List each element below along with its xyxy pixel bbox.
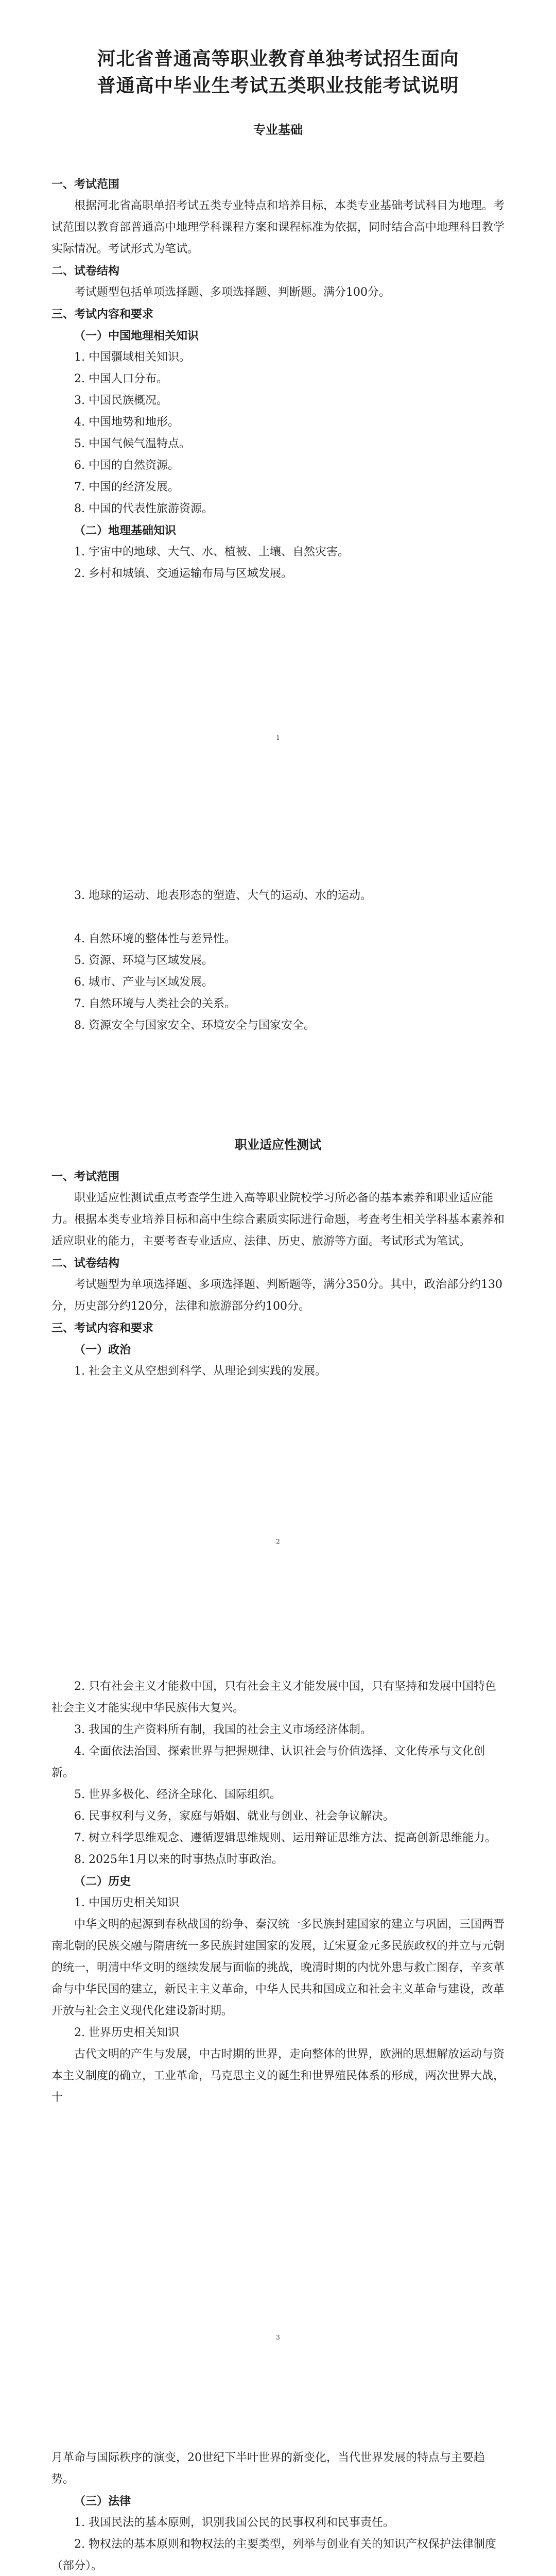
page-2-content [51, 885, 505, 1382]
page-4 [0, 2406, 556, 2576]
heading-paper-structure: 二、试卷结构 [51, 264, 120, 278]
paragraph-paper-structure: 考试题型包括单项选择题、多项选择题、判断题。满分100分。 [74, 286, 390, 299]
paragraph-exam-scope: 根据河北省高职单招考试五类专业特点和培养目标，本类专业基础考试科目为地理。考试范围以教育部普通高中地理学科课程方案和课程标准为依据，同时结合高中地理科目教学实际情况。考试形式为笔试。 [51, 199, 505, 256]
page-1-content [51, 45, 505, 585]
list-item: 5. 世界多极化、经济全球化、国际组织。 [74, 1788, 281, 1801]
list-item: 4. 全面依法治国、探索世界与把握规律、认识社会与价值选择、文化传承与文化创新。 [51, 1745, 485, 1780]
list-item: 6. 城市、产业与区域发展。 [74, 976, 213, 989]
list-item: 1. 社会主义从空想到科学、从理论到实践的发展。 [74, 1365, 326, 1378]
page-3-content [51, 1676, 505, 2109]
list-china-geography [51, 347, 505, 520]
list-item: 8. 中国的代表性旅游资源。 [74, 502, 213, 515]
paragraph-china-history: 中华文明的起源到春秋战国的纷争、秦汉统一多民族封建国家的建立与巩固，三国两晋南北朝的民族交融与隋唐统一多民族封建国家的发展，辽宋夏金元多民族政权的并立与元朝的统一，明清中华文明的继续发展与面临的挑战，晚清时期的内忧外患与救亡图存，辛亥革命与中华民国的建立，新民主主义革命，中华人民共和国成立和社会主义革命与建设，改革开放与社会主义现代化建设新时期。 [51, 1918, 505, 2018]
paragraph-world-history-cont: 月革命与国际秩序的演变，20世纪下半叶世界的新变化，当代世界发展的特点与主要趋势。 [51, 2451, 485, 2486]
list-item: 5. 资源、环境与区域发展。 [74, 954, 213, 967]
subheading-china-geography: （一）中国地理相关知识 [74, 329, 199, 343]
heading-exam-scope: 一、考试范围 [51, 1170, 120, 1183]
list-item: 1. 我国民法的基本原则，识别我国公民的民事权利和民事责任。 [74, 2516, 394, 2529]
page-4-content [51, 2447, 505, 2576]
list-item: 2. 物权法的基本原则和物权法的主要类型，列举与创业有关的知识产权保护法律制度（部分）。 [51, 2538, 496, 2572]
list-item: 6. 民事权利与义务，家庭与婚姻、就业与创业、社会争议解决。 [74, 1810, 394, 1823]
list-item: 6. 中国的自然资源。 [74, 459, 179, 472]
list-item: 2. 中国人口分布。 [74, 372, 168, 385]
page-number: 3 [276, 2334, 280, 2341]
subheading-politics: （一）政治 [74, 1343, 131, 1357]
page-3 [0, 1610, 556, 2406]
paragraph-exam-scope: 职业适应性测试重点考查学生进入高等职业院校学习所必备的基本素养和职业适应能力。根据本类专业培养目标和高中生综合素质实际进行命题，考查考生相关学科基本素养和适应职业的能力，主要考查专业适应、法律、历史、旅游等方面。考试形式为笔试。 [51, 1192, 505, 1248]
subheading-law: （三）法律 [74, 2495, 131, 2508]
list-item: 7. 中国的经济发展。 [74, 481, 179, 494]
doc-title-line-1: 河北省普通高等职业教育单独考试招生面向 [97, 48, 459, 70]
list-item: 1. 中国疆域相关知识。 [74, 351, 190, 364]
page-number: 2 [276, 1538, 280, 1545]
list-item: 2. 乡村和城镇、交通运输布局与区域发展。 [74, 567, 292, 580]
list-item: 8. 2025年1月以来的时事热点时事政治。 [74, 1853, 283, 1866]
list-item: 3. 我国的生产资料所有制，我国的社会主义市场经济体制。 [74, 1723, 372, 1736]
list-item: 4. 中国地势和地形。 [74, 416, 179, 429]
history-subheading-world: 2. 世界历史相关知识 [74, 2026, 179, 2039]
history-subheading-china: 1. 中国历史相关知识 [74, 1896, 179, 1909]
subheading-geography-basics: （二）地理基础知识 [74, 524, 177, 537]
heading-exam-scope: 一、考试范围 [51, 178, 120, 191]
list-item: 8. 资源安全与国家安全、环境安全与国家安全。 [74, 1019, 315, 1032]
list-item: 5. 中国气候气温特点。 [74, 437, 190, 450]
list-item: 3. 中国民族概况。 [74, 394, 168, 407]
heading-paper-structure: 二、试卷结构 [51, 1257, 120, 1270]
section-title-vocational: 职业适应性测试 [235, 1137, 321, 1152]
list-item: 2. 只有社会主义才能救中国，只有社会主义才能发展中国，只有坚持和发展中国特色社会主义才能实现中华民族伟大复兴。 [51, 1680, 496, 1715]
list-item: 3. 地球的运动、地表形态的塑造、大气的运动、水的运动。 [74, 889, 372, 902]
heading-content-requirements: 三、考试内容和要求 [51, 308, 154, 321]
page-2 [0, 804, 556, 1610]
heading-content-requirements: 三、考试内容和要求 [51, 1321, 154, 1335]
list-item: 4. 自然环境的整体性与差异性。 [74, 933, 236, 945]
paragraph-world-history: 古代文明的产生与发展，中古时期的世界，走向整体的世界，欧洲的思想解放运动与资本主义制度的确立，工业革命，马克思主义的诞生和世界殖民体系的形成，两次世界大战，十 [51, 2048, 505, 2104]
paragraph-paper-structure: 考试题型为单项选择题、多项选择题、判断题等，满分350分。其中，政治部分约130分，历史部分约120分，法律和旅游部分约100分。 [51, 1278, 502, 1313]
page-1 [0, 0, 556, 804]
section-title-professional: 专业基础 [253, 122, 303, 137]
list-item: 7. 自然环境与人类社会的关系。 [74, 997, 236, 1010]
page-number: 1 [276, 734, 280, 741]
subheading-history: （二）历史 [74, 1875, 131, 1888]
list-item: 1. 宇宙中的地球、大气、水、植被、土壤、自然灾害。 [74, 546, 349, 558]
doc-title-line-2: 普通高中毕业生考试五类职业技能考试说明 [97, 75, 459, 96]
list-item: 7. 树立科学思维观念、遵循逻辑思维规则、运用辩证思维方法、提高创新思维能力。 [74, 1832, 496, 1844]
